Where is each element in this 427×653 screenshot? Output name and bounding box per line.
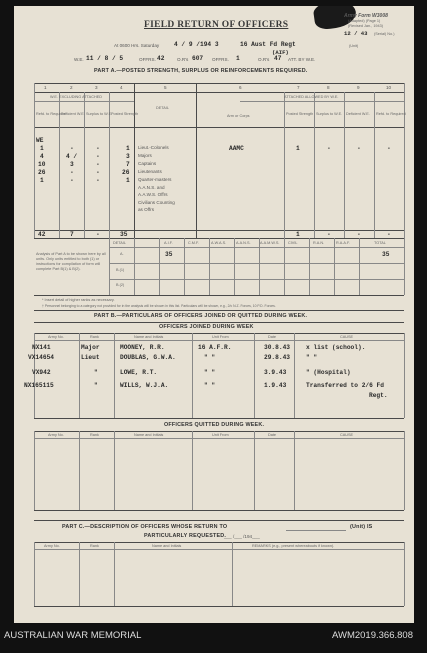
col-num-8: 8 <box>327 85 330 90</box>
c1-r4: 26 <box>38 169 46 176</box>
total-c9: - <box>357 231 361 238</box>
joined-2-name: DOUBLAS, G.W.A. <box>120 354 176 361</box>
qh-army-no: Army No. <box>48 433 64 437</box>
joined-1-cause: x list (school). <box>306 344 366 351</box>
part-b-title: PART B.—PARTICULARS OF OFFICERS JOINED OR QUITTED DURING WEEK. <box>94 313 308 319</box>
c9-deficient: - <box>357 145 361 152</box>
hdr-c6: Arm or Corps <box>227 114 250 118</box>
ors-value: 607 <box>192 55 204 62</box>
detail-row-b2: B.(2) <box>116 283 125 287</box>
detail-aif-value: 35 <box>165 251 173 258</box>
joined-3-unit: " " <box>204 369 216 376</box>
c4-r3: 7 <box>126 161 130 168</box>
c1-r5: 1 <box>40 177 44 184</box>
col-num-2: 2 <box>70 85 73 90</box>
c10-required: - <box>387 145 391 152</box>
rank-lieutenants: Lieutenants <box>138 169 162 174</box>
offrs-value: 42 <box>157 55 165 62</box>
total-c1: 42 <box>38 231 46 238</box>
total-c10: - <box>387 231 391 238</box>
joined-3-name: LOWE, R.T. <box>120 369 158 376</box>
c1-we: WE <box>36 137 44 144</box>
ch-name: Name and Initials <box>152 544 182 548</box>
joined-4-rank: " <box>94 382 98 389</box>
c4-r4: 26 <box>122 169 130 176</box>
ors2-label: O.R's <box>258 57 270 62</box>
detail-total-value: 35 <box>382 251 390 258</box>
detail-aans: A.A.N.S. <box>236 241 251 245</box>
total-c8: - <box>327 231 331 238</box>
c3-r3: - <box>96 161 100 168</box>
jh-name: Name and Initials <box>134 335 164 339</box>
c2-r1: - <box>70 145 74 152</box>
we-value: 11 / 8 / 5 <box>86 55 124 62</box>
group-we: W.E. EXCLUDING ATTACHED <box>50 95 102 99</box>
c2-r5: - <box>70 177 74 184</box>
joined-2-no: VX14654 <box>28 354 54 361</box>
joined-1-unit: 16 A.F.R. <box>198 344 232 351</box>
aif-note: (AIF) <box>272 49 289 56</box>
footnote-1: * Insert detail of higher ranks as necessary. <box>42 298 115 302</box>
joined-2-date: 29.8.43 <box>264 354 290 361</box>
hdr-c7: Posted Strength <box>286 112 314 116</box>
col-num-7: 7 <box>297 85 300 90</box>
hdr-c4: Posted Strength <box>111 112 139 116</box>
unit-label: (Unit) <box>349 44 359 48</box>
c2-r2: 4 / <box>66 153 78 160</box>
joined-3-rank: " <box>94 369 98 376</box>
form-title: FIELD RETURN OF OFFICERS <box>144 20 289 30</box>
ors2-value: 47 <box>274 55 282 62</box>
serial-label: (Serial) No.) <box>374 32 395 36</box>
c7-posted: 1 <box>296 145 300 152</box>
joined-2-unit: " " <box>204 354 216 361</box>
joined-4-name: WILLS, W.J.A. <box>120 382 169 389</box>
joined-4-unit: " " <box>204 382 216 389</box>
c3-r5: - <box>96 177 100 184</box>
ch-remarks: REMARKS (e.g., present whereabouts if known). <box>252 544 335 548</box>
joined-4-cause: Transferred to 2/6 Fd <box>306 382 384 389</box>
detail-cmf: C.M.F. <box>188 241 199 245</box>
rank-aamws: A.A.W.S. Offrs <box>138 192 168 197</box>
joined-1-no: NX141 <box>32 344 51 351</box>
c2-r3: 3 <box>70 161 74 168</box>
ors-label: O.R's <box>177 57 189 62</box>
jh-cause: CAUSE <box>340 335 354 339</box>
rank-ltcol: Lieut.-Colonels <box>138 145 169 150</box>
joined-4-cause-cont: Regt. <box>369 392 388 399</box>
col-num-9: 9 <box>357 85 360 90</box>
c3-r4: - <box>96 169 100 176</box>
quitted-title: OFFICERS QUITTED DURING WEEK. <box>164 422 265 428</box>
joined-3-cause: " (Hospital) <box>306 369 351 376</box>
c4-r2: 3 <box>126 153 130 160</box>
offrs-label: OFFRS. <box>139 57 156 62</box>
col-num-5: 5 <box>164 85 167 90</box>
rank-civ-offrs: as Offrs <box>138 207 154 212</box>
part-c-line2: PARTICULARLY REQUESTED. <box>144 533 227 539</box>
ch-rank: Rank <box>90 544 99 548</box>
rank-majors: Majors <box>138 153 152 158</box>
detail-aif: A.I.F. <box>164 241 173 245</box>
joined-title: OFFICERS JOINED DURING WEEK <box>159 324 254 330</box>
detail-raaf: R.A.A.F. <box>336 241 350 245</box>
ch-army-no: Army No. <box>44 544 60 548</box>
total-c2: 7 <box>70 231 74 238</box>
qh-cause: CAUSE <box>340 433 354 437</box>
we-label: W.E. <box>74 57 84 62</box>
part-c-unit: (Unit) IS <box>350 524 373 530</box>
archive-id: AWM2019.366.808 <box>332 630 413 641</box>
jh-rank: Rank <box>90 335 99 339</box>
joined-2-rank: Lieut <box>81 354 100 361</box>
detail-row-a: A. <box>120 252 124 256</box>
hdr-c1: Refd. to Required <box>36 112 66 116</box>
hdr-c5: DETAIL <box>156 106 170 110</box>
detail-civil: CIVIL <box>288 241 298 245</box>
detail-label: DETAIL <box>113 241 127 245</box>
rank-qm: Quarter-masters <box>138 177 172 182</box>
at-text: At 0600 Hrs. Saturday <box>114 43 160 48</box>
part-c-title: PART C.—DESCRIPTION OF OFFICERS WHOSE RETURN TO <box>62 524 228 530</box>
col-num-1: 1 <box>44 85 47 90</box>
part-a-title: PART A.—POSTED STRENGTH, SURPLUS OR REINFORCEMENTS REQUIRED. <box>94 68 308 74</box>
offrs2-value: 1 <box>236 55 240 62</box>
form-adapted: (Adapted) (Page 1) <box>348 19 381 23</box>
qh-date: Date <box>268 433 277 437</box>
jh-date: Date <box>268 335 277 339</box>
qh-unit: Unit From <box>212 433 229 437</box>
joined-1-rank: Major <box>81 344 100 351</box>
c4-r1: 1 <box>126 145 130 152</box>
serial-value: 12 / 43 <box>344 30 368 37</box>
qh-name: Name and Initials <box>134 433 164 437</box>
rank-captains: Captains <box>138 161 157 166</box>
unit-value: 16 Aust Fd Regt <box>240 41 296 48</box>
joined-3-date: 3.9.43 <box>264 369 287 376</box>
joined-1-date: 30.8.43 <box>264 344 290 351</box>
hdr-c3: Surplus to W.E. <box>86 112 113 116</box>
col-num-10: 10 <box>386 85 392 90</box>
detail-row-b1: B.(1) <box>116 268 125 272</box>
form-revised: (Revised Jan., 1943) <box>348 24 384 28</box>
joined-4-no: NX165115 <box>24 382 54 389</box>
part-c-date: ___ /___ /194___ <box>224 534 260 539</box>
return-date: 4 / 9 /194 3 <box>174 41 219 48</box>
joined-4-date: 1.9.43 <box>264 382 287 389</box>
detail-total: TOTAL <box>374 241 386 245</box>
hdr-c9: Deficient W.E. <box>346 112 370 116</box>
rank-civ: Civilians Counting <box>138 200 175 205</box>
jh-unit: Unit From <box>212 335 229 339</box>
qh-rank: Rank <box>90 433 99 437</box>
col-num-4: 4 <box>120 85 123 90</box>
col-num-6: 6 <box>239 85 242 90</box>
group-attached: ATTACHED ALLOWED BY W.E. <box>284 95 339 99</box>
footnote-2: † Personnel belonging to a category not provided for in the analysis will be shown in this list. Particulars will be shown, e.g., 2/c N.Z. Forces, 10 P.D. Forces. <box>42 304 276 308</box>
rank-aans: A.A.N.S. and <box>138 185 165 190</box>
total-c4: 35 <box>120 231 128 238</box>
c3-r2: - <box>96 153 100 160</box>
total-c7: 1 <box>296 231 300 238</box>
hdr-c2: Deficient W.E. <box>61 112 85 116</box>
c4-r5: 1 <box>126 177 130 184</box>
c6-corps: AAMC <box>229 145 244 152</box>
return-form-page <box>14 6 414 623</box>
joined-1-name: MOONEY, R.R. <box>120 344 165 351</box>
jh-army-no: Army No. <box>48 335 64 339</box>
col-num-3: 3 <box>95 85 98 90</box>
hdr-c8: Surplus to W.E. <box>316 112 343 116</box>
c1-r3: 10 <box>38 161 46 168</box>
c2-r4: - <box>70 169 74 176</box>
c3-r1: - <box>96 145 100 152</box>
joined-3-no: VX942 <box>32 369 51 376</box>
form-number: Army Form W3008 <box>344 13 388 19</box>
joined-2-cause: " " <box>306 354 318 361</box>
detail-aamws: A.A.M.W.S. <box>260 241 280 245</box>
offrs2-label: OFFRS. <box>212 57 229 62</box>
c8-surplus: - <box>327 145 331 152</box>
c1-r1: 1 <box>40 145 44 152</box>
c1-r2: 4 <box>40 153 44 160</box>
att-label: ATT. BY W.E. <box>288 57 316 62</box>
detail-ran: R.A.N. <box>313 241 325 245</box>
detail-awas: A.W.A.S. <box>211 241 227 245</box>
analysis-note: Analysis of Part A to be shown here by all units. Only units entitled to both (1) or instructions for compilation of form will complete Part B(1) & B(2). <box>36 252 106 271</box>
hdr-c10: Refd. to Required <box>376 112 406 116</box>
total-c3: - <box>96 231 100 238</box>
archive-label: AUSTRALIAN WAR MEMORIAL <box>4 630 142 641</box>
